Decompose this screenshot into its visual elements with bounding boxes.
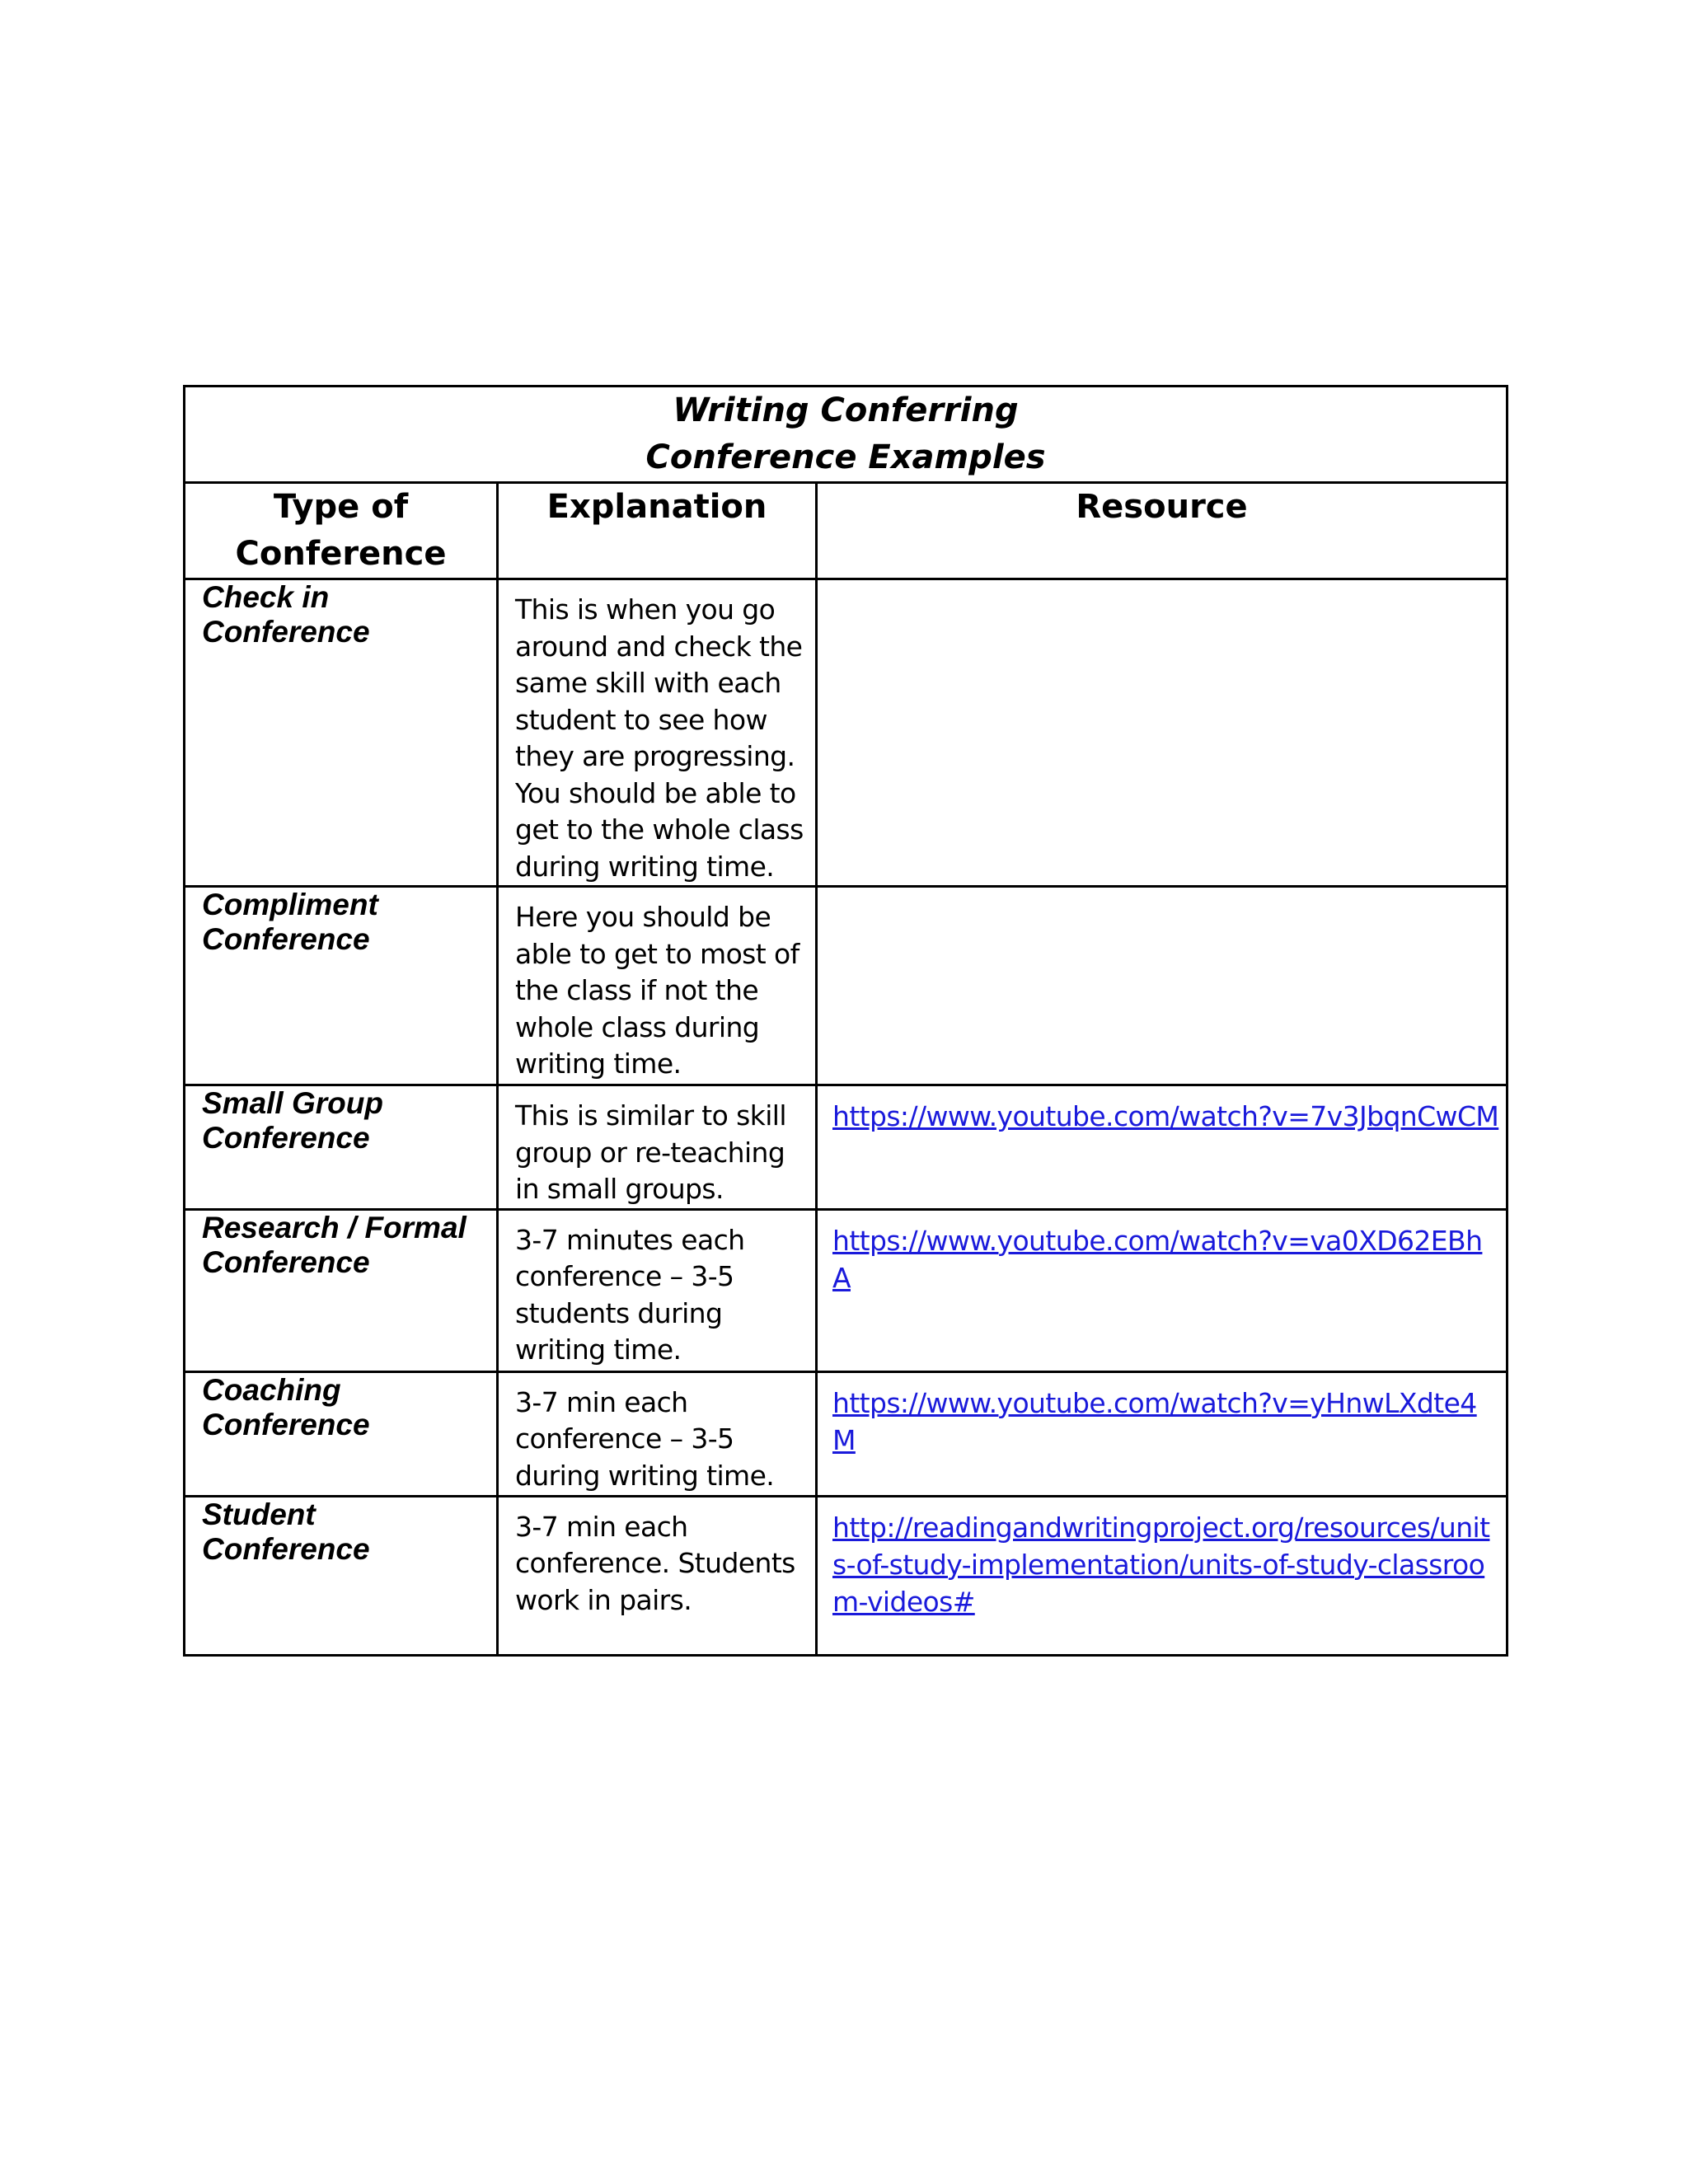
table-title <box>185 387 1507 483</box>
header-row <box>185 483 1507 579</box>
conference-resource <box>817 1085 1507 1210</box>
type-line-1: Compliment <box>202 888 378 921</box>
header-type <box>185 483 498 579</box>
type-line-2: Conference <box>202 1407 370 1441</box>
header-type-line-1: Type of <box>273 488 409 526</box>
title-line-1: Writing Conferring <box>673 391 1019 429</box>
type-line-2: Conference <box>202 1244 370 1279</box>
conference-explanation: This is when you go around and check the same skill with each student to see how they are progressing. You should be able to get to the whole class during writing time. <box>498 579 817 887</box>
conference-type <box>185 1496 498 1655</box>
type-line-1: Research / Formal <box>202 1210 467 1244</box>
type-line-1: Small Group <box>202 1086 383 1120</box>
conference-type <box>185 1085 498 1210</box>
conference-type <box>185 1209 498 1371</box>
conference-resource <box>817 1496 1507 1655</box>
type-line-2: Conference <box>202 922 370 956</box>
conference-resource <box>817 887 1507 1085</box>
header-type-line-2: Conference <box>235 535 447 573</box>
table-row <box>185 1085 1507 1210</box>
type-line-2: Conference <box>202 1121 370 1155</box>
conference-explanation: Here you should be able to get to most of the class if not the whole class during writing time. <box>498 887 817 1085</box>
type-line-2: Conference <box>202 615 370 649</box>
table-row <box>185 1371 1507 1496</box>
conference-explanation: 3-7 minutes each conference – 3-5 students during writing time. <box>498 1209 817 1371</box>
resource-link[interactable]: https://www.youtube.com/watch?v=7v3JbqnCwCM <box>832 1100 1499 1132</box>
conference-explanation: 3-7 min each conference. Students work in pairs. <box>498 1496 817 1655</box>
type-line-1: Check in <box>202 580 330 614</box>
conference-explanation: 3-7 min each conference – 3-5 during writing time. <box>498 1371 817 1496</box>
conference-type <box>185 887 498 1085</box>
type-line-1: Coaching <box>202 1372 341 1407</box>
table-row <box>185 887 1507 1085</box>
header-explanation: Explanation <box>498 483 817 579</box>
conference-resource <box>817 1371 1507 1496</box>
conference-explanation: This is similar to skill group or re-teaching in small groups. <box>498 1085 817 1210</box>
conference-resource <box>817 579 1507 887</box>
resource-link[interactable]: https://www.youtube.com/watch?v=va0XD62EBhA <box>832 1224 1483 1294</box>
conferring-table <box>183 385 1508 1657</box>
title-row <box>185 387 1507 483</box>
resource-link[interactable]: http://readingandwritingproject.org/resources/units-of-study-implementation/units-of-study-classroom-videos# <box>832 1511 1490 1618</box>
conference-resource <box>817 1209 1507 1371</box>
table-row <box>185 1496 1507 1655</box>
table-row <box>185 1209 1507 1371</box>
conference-type <box>185 1371 498 1496</box>
type-line-2: Conference <box>202 1531 370 1566</box>
title-line-2: Conference Examples <box>645 438 1046 476</box>
table-row <box>185 579 1507 887</box>
conference-type <box>185 579 498 887</box>
resource-link[interactable]: https://www.youtube.com/watch?v=yHnwLXdte4M <box>832 1386 1477 1456</box>
header-resource: Resource <box>817 483 1507 579</box>
type-line-1: Student <box>202 1497 316 1531</box>
